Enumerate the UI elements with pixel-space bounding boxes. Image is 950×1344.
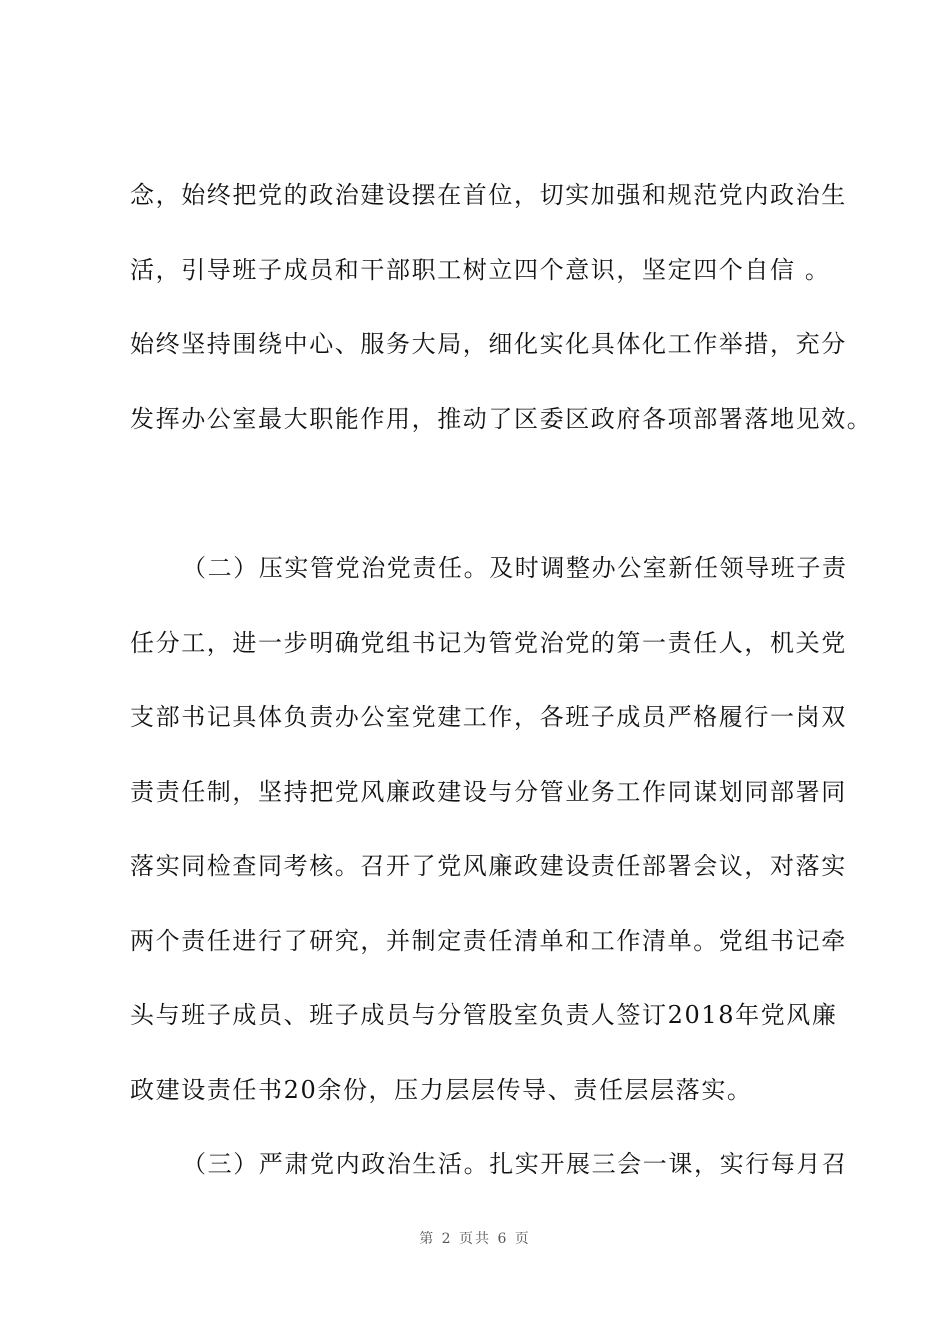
page-number-footer: 第 2 页共 6 页 (419, 1231, 531, 1247)
paragraph-line: （三）严肃党内政治生活。扎实开展三会一课，实行每月召 (182, 1150, 848, 1178)
paragraph-line: 念，始终把党的政治建设摆在首位，切实加强和规范党内政治生 (130, 181, 847, 209)
paragraph-line: 活，引导班子成员和干部职工树立四个意识，坚定四个自信 。 (130, 256, 831, 284)
paragraph-line: 两个责任进行了研究，并制定责任清单和工作清单。党组书记牵 (130, 927, 847, 955)
paragraph-line: 政建设责任书20余份，压力层层传导、责任层层落实。 (130, 1076, 753, 1104)
paragraph-line: 支部书记具体负责办公室党建工作，各班子成员严格履行一岗双 (130, 703, 847, 731)
paragraph-line: 责责任制，坚持把党风廉政建设与分管业务工作同谋划同部署同 (130, 778, 847, 806)
paragraph-line: 落实同检查同考核。召开了党风廉政建设责任部署会议，对落实 (130, 852, 847, 880)
paragraph-line: 头与班子成员、班子成员与分管股室负责人签订2018年党风廉 (130, 1001, 838, 1029)
paragraph-line: 发挥办公室最大职能作用，推动了区委区政府各项部署落地见效。 (130, 405, 873, 433)
paragraph-line: 始终坚持围绕中心、服务大局，细化实化具体化工作举措，充分 (130, 330, 847, 358)
paragraph-line: 任分工，进一步明确党组书记为管党治党的第一责任人，机关党 (130, 629, 847, 657)
paragraph-line: （二）压实管党治党责任。及时调整办公室新任领导班子责 (182, 554, 848, 582)
